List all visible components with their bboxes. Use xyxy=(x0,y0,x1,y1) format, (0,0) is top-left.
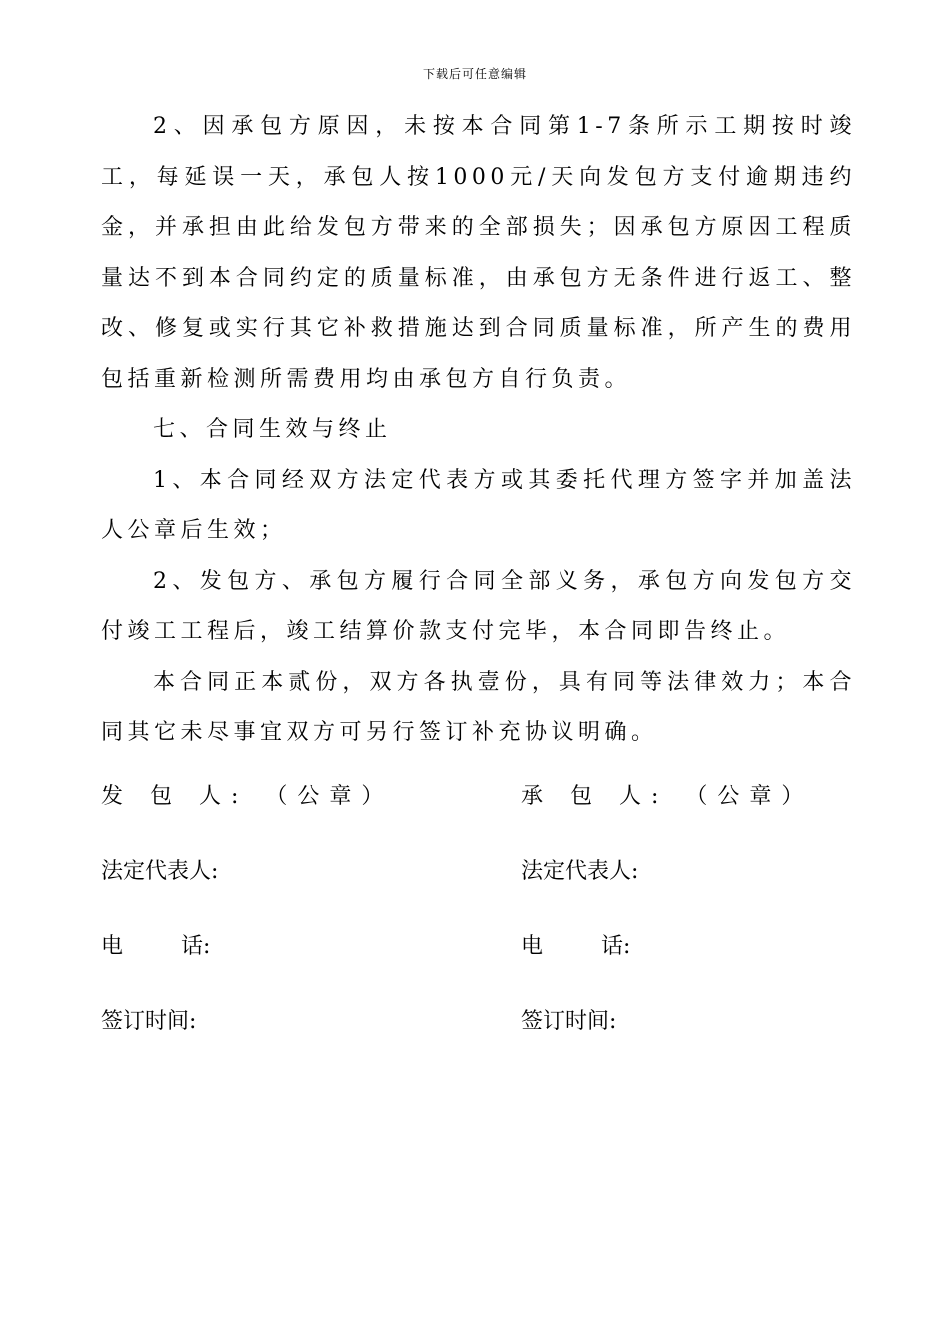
clause-2-delay-penalty: 2、因承包方原因，未按本合同第1-7条所示工期按时竣工，每延误一天，承包人按1000元/天向发包方支付逾期违约金，并承担由此给发包方带来的全部损失；因承包方原因工程质量达不到本合同约定的质量标准，由承包方无条件进行返工、整改、修复或实行其它补救措施达到合同质量标准，所产生的费用包括重新检测所需费用均由承包方自行负责。 xyxy=(101,114,856,392)
document-body xyxy=(101,102,856,759)
signature-row-phone xyxy=(101,922,861,997)
employer-seal-label: 发 包 人: （公章） xyxy=(101,784,394,809)
contractor-seal-label: 承 包 人: （公章） xyxy=(521,784,814,809)
section-heading-effect-termination: 七、合同生效与终止 xyxy=(153,417,392,442)
contractor-representative-label: 法定代表人: xyxy=(521,859,639,884)
employer-representative-label: 法定代表人: xyxy=(101,859,219,884)
contractor-date-label: 签订时间: xyxy=(521,1009,617,1034)
employer-phone-char2: 话: xyxy=(181,934,211,959)
clause-1-effective: 1、本合同经双方法定代表方或其委托代理方签字并加盖法人公章后生效； xyxy=(101,467,856,543)
page-header: 下载后可任意编辑 xyxy=(422,67,527,81)
signature-row-representative xyxy=(101,847,861,922)
contractor-phone-char2: 话: xyxy=(601,934,631,959)
employer-phone-label xyxy=(101,922,210,972)
signature-row-date xyxy=(101,997,861,1072)
signature-row-party xyxy=(101,772,861,847)
employer-phone-char1: 电 xyxy=(101,934,124,959)
signature-block xyxy=(101,772,861,1072)
contractor-phone-label xyxy=(521,922,630,972)
copies-clause: 本合同正本贰份，双方各执壹份，具有同等法律效力；本合同其它未尽事宜双方可另行签订补充协议明确。 xyxy=(101,669,856,745)
clause-2-termination: 2、发包方、承包方履行合同全部义务，承包方向发包方交付竣工工程后，竣工结算价款支付完毕，本合同即告终止。 xyxy=(101,568,856,644)
contractor-phone-char1: 电 xyxy=(521,934,544,959)
employer-date-label: 签订时间: xyxy=(101,1009,197,1034)
